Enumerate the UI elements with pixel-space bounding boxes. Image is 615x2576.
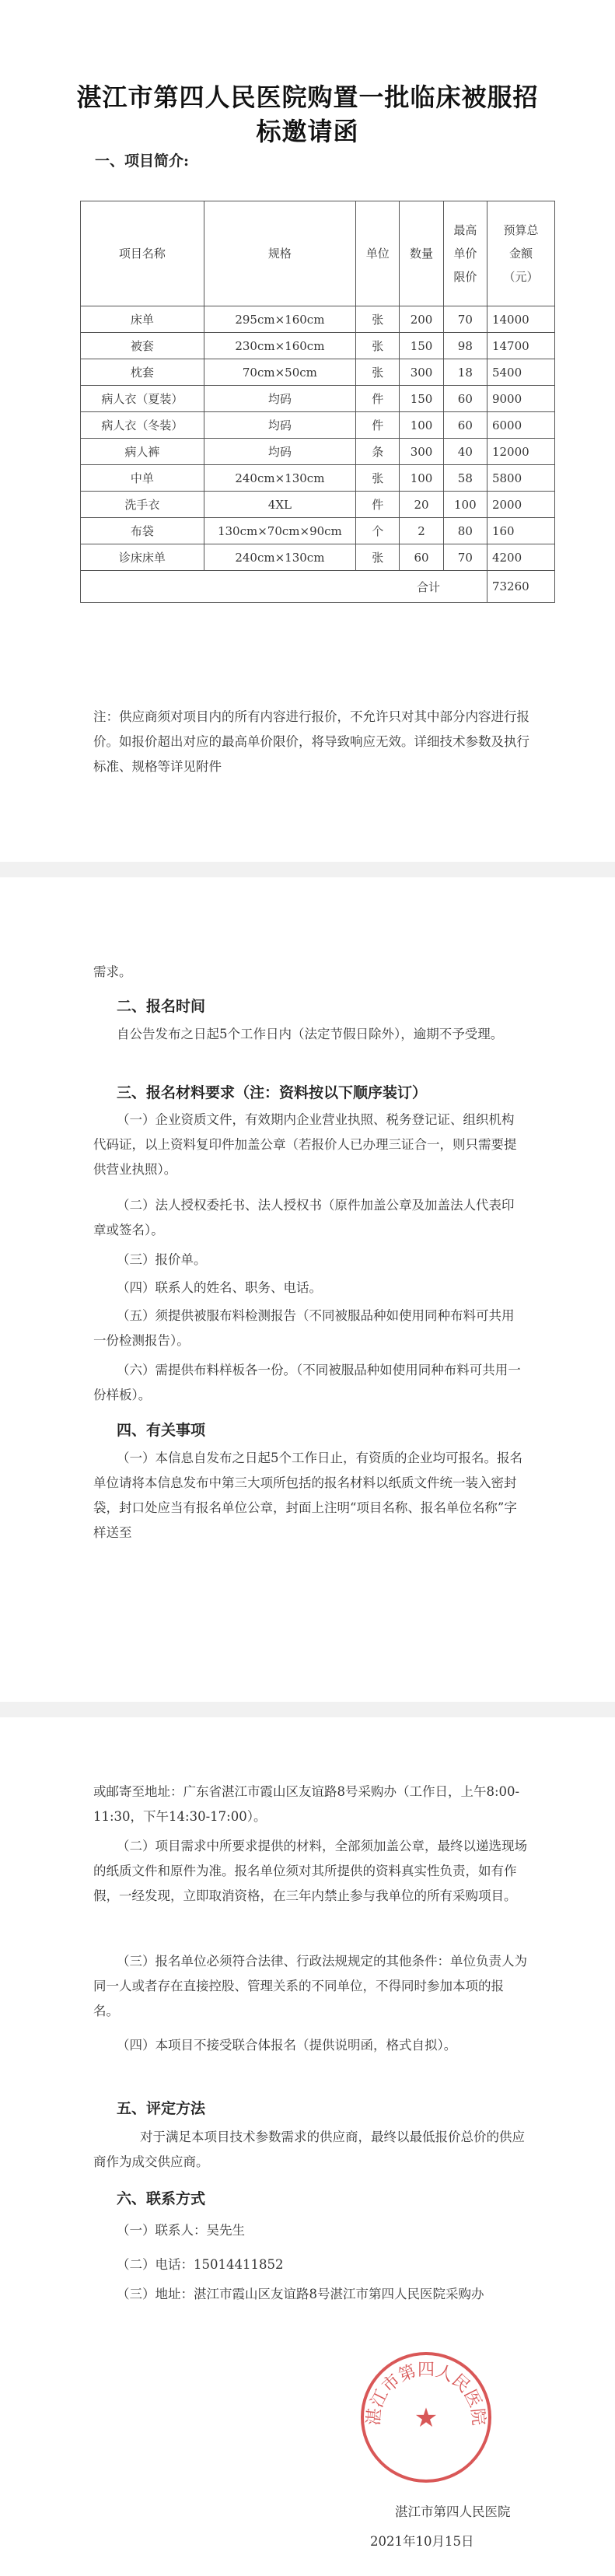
total-value: 73260: [487, 571, 554, 603]
cell-unit: 个: [356, 518, 400, 544]
header-max-price-1: 最高: [453, 223, 477, 237]
cell-qty: 60: [400, 544, 443, 571]
document-title-line2: 标邀请函: [256, 117, 359, 146]
cell-unit: 张: [356, 465, 400, 492]
section4-item-3: （三）报名单位必须符合法律、行政法规规定的其他条件：单位负责人为同一人或者存在直接控股、管理关系的不同单位，不得同时参加本项的报名。: [93, 1954, 527, 2018]
header-max-price-2: 单价: [453, 247, 477, 261]
cell-unit: 条: [356, 439, 400, 465]
table-row: [81, 359, 555, 386]
cell-budget: 14000: [487, 306, 554, 333]
cell-name: 被套: [81, 333, 204, 359]
header-qty: 数量: [400, 201, 443, 306]
cell-price: 60: [443, 386, 487, 412]
table-row: [81, 412, 555, 439]
cell-spec: 240cm×130cm: [204, 465, 355, 492]
cell-budget: 5400: [487, 359, 554, 386]
cell-name: 床单: [81, 306, 204, 333]
cell-qty: 100: [400, 465, 443, 492]
cell-budget: 4200: [487, 544, 554, 571]
table-row: [81, 518, 555, 544]
cell-unit: 张: [356, 544, 400, 571]
section1-heading: 一、项目简介:: [95, 152, 190, 170]
section4-item-4: （四）本项目不接受联合体报名（提供说明函，格式自拟）。: [117, 2038, 457, 2053]
table-header-row: [81, 201, 555, 306]
section1-note-cont: 需求。: [93, 964, 132, 979]
contact-person: （一）联系人：吴先生: [117, 2223, 245, 2238]
section5-heading: 五、评定方法: [117, 2100, 206, 2117]
header-budget-3: （元）: [503, 270, 539, 284]
section2-text: 自公告发布之日起5个工作日内（法定节假日除外），逾期不予受理。: [117, 1027, 504, 1041]
total-label: 合计: [81, 571, 487, 603]
cell-unit: 张: [356, 306, 400, 333]
table-total-row: [81, 571, 555, 603]
header-max-price-3: 限价: [453, 270, 477, 284]
cell-budget: 2000: [487, 492, 554, 518]
cell-spec: 230cm×160cm: [204, 333, 355, 359]
cell-price: 18: [443, 359, 487, 386]
cell-spec: 均码: [204, 439, 355, 465]
section3-item-1: （一）企业资质文件，有效期内企业营业执照、税务登记证、组织机构代码证，以上资料复印件加盖公章（若报价人已办理三证合一，则只需要提供营业执照）。: [93, 1112, 517, 1177]
cell-qty: 150: [400, 386, 443, 412]
cell-price: 70: [443, 306, 487, 333]
section3-item-3: （三）报价单。: [117, 1252, 207, 1267]
cell-qty: 100: [400, 412, 443, 439]
cell-qty: 200: [400, 306, 443, 333]
cell-spec: 130cm×70cm×90cm: [204, 518, 355, 544]
cell-spec: 295cm×160cm: [204, 306, 355, 333]
table-row: [81, 492, 555, 518]
cell-budget: 160: [487, 518, 554, 544]
signature-org: 湛江市第四人民医院: [395, 2504, 511, 2519]
cell-spec: 均码: [204, 412, 355, 439]
section3-item-6: （六）需提供布料样板各一份。（不同被服品种如使用同种布料可共用一份样板）。: [93, 1363, 521, 1402]
table-row: [81, 333, 555, 359]
cell-spec: 均码: [204, 386, 355, 412]
section2-heading: 二、报名时间: [117, 998, 206, 1015]
cell-budget: 14700: [487, 333, 554, 359]
header-budget-1: 预算总: [503, 223, 539, 237]
table-row: [81, 306, 555, 333]
cell-qty: 300: [400, 359, 443, 386]
cell-name: 病人裤: [81, 439, 204, 465]
cell-unit: 件: [356, 386, 400, 412]
cell-name: 枕套: [81, 359, 204, 386]
section4-heading: 四、有关事项: [117, 1422, 206, 1439]
section4-item-1: （一）本信息自发布之日起5个工作日止，有资质的企业均可报名。报名单位请将本信息发布中第三大项所包括的报名材料以纸质文件统一装入密封袋，封口处应当有报名单位公章，封面上注明“项目名称、报名单位名称”字样送至: [93, 1451, 522, 1540]
cell-unit: 件: [356, 492, 400, 518]
section4-item-2: （二）项目需求中所要求提供的材料，全部须加盖公章，最终以递选现场的纸质文件和原件为准。报名单位须对其所提供的资料真实性负责，如有作假，一经发现，立即取消资格，在三年内禁止参与我单位的所有采购项目。: [93, 1839, 527, 1903]
header-budget: [487, 201, 554, 306]
cell-name: 洗手衣: [81, 492, 204, 518]
section3-item-4: （四）联系人的姓名、职务、电话。: [117, 1280, 322, 1295]
section3-item-5: （五）须提供被服布料检测报告（不同被服品种如使用同种布料可共用一份检测报告）。: [93, 1308, 515, 1348]
cell-spec: 240cm×130cm: [204, 544, 355, 571]
items-table: [80, 201, 555, 603]
page-3: [0, 1717, 615, 2576]
table-row: [81, 386, 555, 412]
cell-spec: 4XL: [204, 492, 355, 518]
cell-price: 80: [443, 518, 487, 544]
cell-budget: 12000: [487, 439, 554, 465]
page-1: [0, 0, 615, 862]
table-row: [81, 465, 555, 492]
table-row: [81, 439, 555, 465]
cell-price: 98: [443, 333, 487, 359]
cell-name: 病人衣（夏装）: [81, 386, 204, 412]
official-seal: [356, 2347, 496, 2487]
cell-price: 100: [443, 492, 487, 518]
header-spec: 规格: [204, 201, 355, 306]
cell-budget: 9000: [487, 386, 554, 412]
page-2: [0, 877, 615, 1702]
section3-item-2: （二）法人授权委托书、法人授权书（原件加盖公章及加盖法人代表印章或签名）。: [93, 1198, 515, 1237]
cell-unit: 张: [356, 333, 400, 359]
cell-unit: 张: [356, 359, 400, 386]
section4-item-1-cont: 或邮寄至地址：广东省湛江市霞山区友谊路8号采购办（工作日，上午8:00-11:30，下午14:30-17:00）。: [93, 1784, 520, 1824]
contact-address: （三）地址：湛江市霞山区友谊路8号湛江市第四人民医院采购办: [117, 2287, 484, 2301]
contact-phone: （二）电话：15014411852: [117, 2257, 284, 2272]
cell-budget: 6000: [487, 412, 554, 439]
table-row: [81, 544, 555, 571]
seal-star-icon: ★: [414, 2403, 439, 2434]
seal-text: 湛江市第四人民医院: [364, 2361, 488, 2427]
cell-spec: 70cm×50cm: [204, 359, 355, 386]
cell-unit: 件: [356, 412, 400, 439]
section6-heading: 六、联系方式: [117, 2190, 206, 2207]
section3-heading: 三、报名材料要求（注：资料按以下顺序装订）: [117, 1084, 428, 1101]
cell-name: 中单: [81, 465, 204, 492]
cell-qty: 150: [400, 333, 443, 359]
header-name: 项目名称: [81, 201, 204, 306]
cell-qty: 20: [400, 492, 443, 518]
signature-date: 2021年10月15日: [370, 2534, 474, 2549]
cell-name: 诊床床单: [81, 544, 204, 571]
header-budget-2: 金额: [508, 247, 533, 261]
cell-budget: 5800: [487, 465, 554, 492]
header-unit: 单位: [356, 201, 400, 306]
cell-price: 40: [443, 439, 487, 465]
cell-qty: 300: [400, 439, 443, 465]
cell-name: 布袋: [81, 518, 204, 544]
cell-price: 60: [443, 412, 487, 439]
document-title-line1: 湛江市第四人民医院购置一批临床被服招: [76, 82, 539, 112]
header-max-price: [443, 201, 487, 306]
cell-qty: 2: [400, 518, 443, 544]
section5-text: 对于满足本项目技术参数需求的供应商，最终以最低报价总价的供应商作为成交供应商。: [93, 2130, 525, 2169]
section1-note: 注：供应商须对项目内的所有内容进行报价，不允许只对其中部分内容进行报价。如报价超出对应的最高单价限价，将导致响应无效。详细技术参数及执行标准、规格等详见附件: [93, 709, 529, 774]
cell-name: 病人衣（冬装）: [81, 412, 204, 439]
cell-price: 70: [443, 544, 487, 571]
cell-price: 58: [443, 465, 487, 492]
items-table-body: [81, 306, 555, 571]
